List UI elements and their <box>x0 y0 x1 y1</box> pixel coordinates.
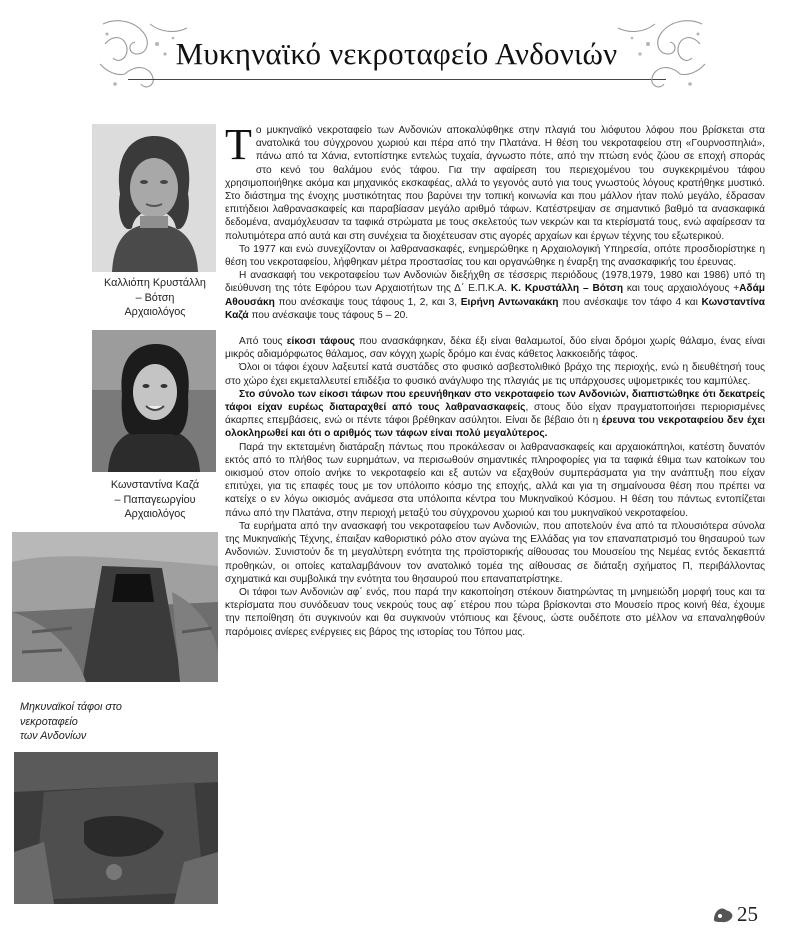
tomb-photo-upper <box>12 532 218 682</box>
paragraph-intro: Το μυκηναϊκό νεκροταφείο των Ανδονιών αποκαλύφθηκε στην πλαγιά του λιόφυτου λόφου που βρίσκεται στα ανατολικά του σύγχρονου χωριού και πέρα από την Πλατάνα. Η θέση του νεκροταφείου στη «Γουρνοσπηλιά», πάνω από τα Χάνια, εντοπίστηκε εντελώς τυχαία, άγνωστο πότε, από την πτώση ενός ζώου σε εποχή σποράς στο κενό του θαλάμου ενός τάφου. Για την αφαίρεση του περιεχομένου του συγκεκριμένου τάφου χρησιμοποιήθηκε ακόμα και μηχανικός εκσκαφέας, αλλά το γεγονός αυτό για τους γνωστούς λόγους κρατήθηκε μυστικό. Στο διάστημα της ένοχης μυστικότητας που βαρύνει την τοπική κοινωνία και που μάλλον ήταν πολύ μεγάλο, έδρασαν επιτήδειοι λαθρανασκαφείς και παραβίασαν μεγάλο αριθμό τάφων. Κατέστρεψαν σε σημαντικό βαθμό τα ανασκαφικά δεδομένα, αναμόχλευσαν τα ταφικά στρώματα με τους σκελετούς των νεκρών και τα κτερίσματά τους, ενώ αφαίρεσαν τα πολυτιμότερα από αυτά και στη συνέχεια τα διοχέτευσαν στις αγορές αρχαίων και έργων τέχνης του εξωτερικού. <box>225 120 765 242</box>
caption-krystalli: Καλλιόπη Κρυστάλλη – Βότση Αρχαιολόγος <box>104 277 206 318</box>
caption-tombs: Μηκυναϊκοί τάφοι στο νεκροταφείο των Ανδονίων <box>20 701 122 742</box>
paragraph-1977: Το 1977 και ενώ συνεχίζονταν οι λαθρανασκαφές, ενημερώθηκε η Αρχαιολογική Υπηρεσία, οπότε προσδιορίστηκε η θέση του νεκροταφείου, λήφθηκαν μέτρα προστασίας του και οργανώθηκε η έναρξη της ανασκαφικής του έρευνας. <box>225 243 765 269</box>
title-divider <box>128 79 666 80</box>
drop-cap: Τ <box>225 120 252 169</box>
paragraph-findings: Τα ευρήματα από την ανασκαφή του νεκροταφείου των Ανδονιών, που αποτελούν ένα από τα πλουσιότερα σύνολα της Μυκηναϊκής Τέχνης, έπαιξαν καθοριστικό ρόλο στον αγώνα της Ελλάδας για τον επαναπατρισμό του θησαυρού των Ανδονιών. Συνιστούν δε τη μεγαλύτερη ενότητα της προϊστορικής αίθουσας του Μουσείου της Νεμέας εντός δεκαεπτά προθηκών, οι οποίες καταλαμβάνουν τον ανατολικό τομέα της αίθουσας σε διάταξη σχήματος Π, περιβάλλοντας σχηματικά και συμβολικά την ενότητα του θησαυρού που επαναπατρίστηκε. <box>225 520 765 585</box>
tomb-photo-lower <box>14 752 218 904</box>
portrait-photo-krystalli <box>92 124 216 272</box>
paragraph-twenty-tombs: Από τους είκοσι τάφους που ανασκάφηκαν, δέκα έξι είναι θαλαμωτοί, δύο είναι δρόμοι χωρίς θάλαμο, ένας είναι μικρός αδιαμόρφωτος θάλαμος, σαν κόγχη χωρίς δρόμο και ένας κάθετος λακκοειδής τάφος. <box>225 336 765 361</box>
ornament-logo-icon <box>712 904 734 924</box>
paragraph-excavation-periods: Η ανασκαφή του νεκροταφείου των Ανδονιών διεξήχθη σε τέσσερις περιόδους (1978,1979, 1980 και 1986) υπό τη διεύθυνση της τότε Εφόρου των Αρχαιοτήτων της Δ΄ Ε.Π.Κ.Α. Κ. Κρυστάλλη – Βότση και τους αρχαιολόγους +Αδάμ Αθουσάκη που ανέσκαψε τους τάφους 1, 2, και 3, Ειρήνη Αντωνακάκη που ανέσκαψε τον τάφο 4 και Κωνσταντίνα Καζά που ανέσκαψε τους τάφους 5 – 20. <box>225 270 765 321</box>
paragraph-rock-cut: Όλοι οι τάφοι έχουν λαξευτεί κατά συστάδες στο φυσικό ασβεστολιθικό βράχο της περιοχής, ενώ η διευθέτησή τους στο χώρο έχει εκμεταλλευτεί επιδέξια το φυσικό ανάγλυφο της πλαγιάς με τις υπάρχουσες υψομετρικές του καμπύλες. <box>225 362 765 387</box>
paragraph-conclusion: Οι τάφοι των Ανδονιών αφ΄ ενός, που παρά την κακοποίηση στέκουν διατηρώντας τη μνημειώδη μορφή τους και τα κτερίσματα που συνόδευαν τους νεκρούς τους αφ΄ ετέρου που τώρα βρίσκονται στο Μουσείο προς κοινή θέα, έχουμε την πεποίθηση ότι συγκινούν και θα συγκινούν ντόπιους και ξένους, ώστε ουδέποτε στο μέλλον να επαναληφθούν παρόμοιες ανίερες ενέργειες εις βάρος της ιστορίας του Τόπου μας. <box>225 586 765 638</box>
page-title: Μυκηναϊκό νεκροταφείο Ανδονιών <box>175 36 618 71</box>
page-number: 25 <box>737 901 758 926</box>
page-header <box>0 0 793 95</box>
floral-ornament-right-icon <box>615 14 710 92</box>
page-footer <box>712 902 758 926</box>
caption-kaza: Κωνσταντίνα Καζά – Παπαγεωργίου Αρχαιολόγος <box>110 479 200 520</box>
portrait-photo-kaza <box>92 330 216 472</box>
paragraph-looting: Στο σύνολο των είκοσι τάφων που ερευνήθηκαν στο νεκροταφείο των Ανδονιών, διαπιστώθηκε ότι δεκατρείς τάφοι είχαν ευρέως διαταραχθεί από τους λαθρανασκαφείς, στους δύο είχαν πραγματοποιήσει περιορισμένες άκαρπες επεμβάσεις, ενώ οι πέντε τάφοι βρέθηκαν ασύλητοι. Είναι δε βέβαιο ότι η έρευνα του νεκροταφείου δεν έχει ολοκληρωθεί και ότι ο αριθμός των τάφων είναι πολύ μεγαλύτερος. <box>225 388 765 440</box>
paragraph-burial-customs: Παρά την εκτεταμένη διατάραξη πάντως που προκάλεσαν οι λαθρανασκαφείς και αρχαιοκάπηλοι, κατέστη δυνατόν εκτός από το πλήθος των ευρημάτων, να περισωθούν σημαντικές πληροφορίες για τα ταφικά έθιμα των κατοίκων του οικισμού στον οποίο ανήκε το νεκροταφείο και εξ αυτών να εξαχθούν συμπεράσματα για την ανάπτυξη που είχαν επιτύχει, για τις επαφές τους με τον υπόλοιπο κόσμο της εποχής, αλλά και για τη σημαίνουσα θέση που πρέπει να κατείχε ο εν λόγω οικισμός ανάμεσα στα υπόλοιπα κέντρα του Μυκηναϊκού Κόσμου. Η θέση του πάντως εντοπίζεται πάνω από την Πλατάνα, στην περιοχή μεταξύ του σύγχρονου χωριού και του μυκηναϊκού νεκροταφείου. <box>225 441 765 519</box>
article-body <box>225 120 765 639</box>
